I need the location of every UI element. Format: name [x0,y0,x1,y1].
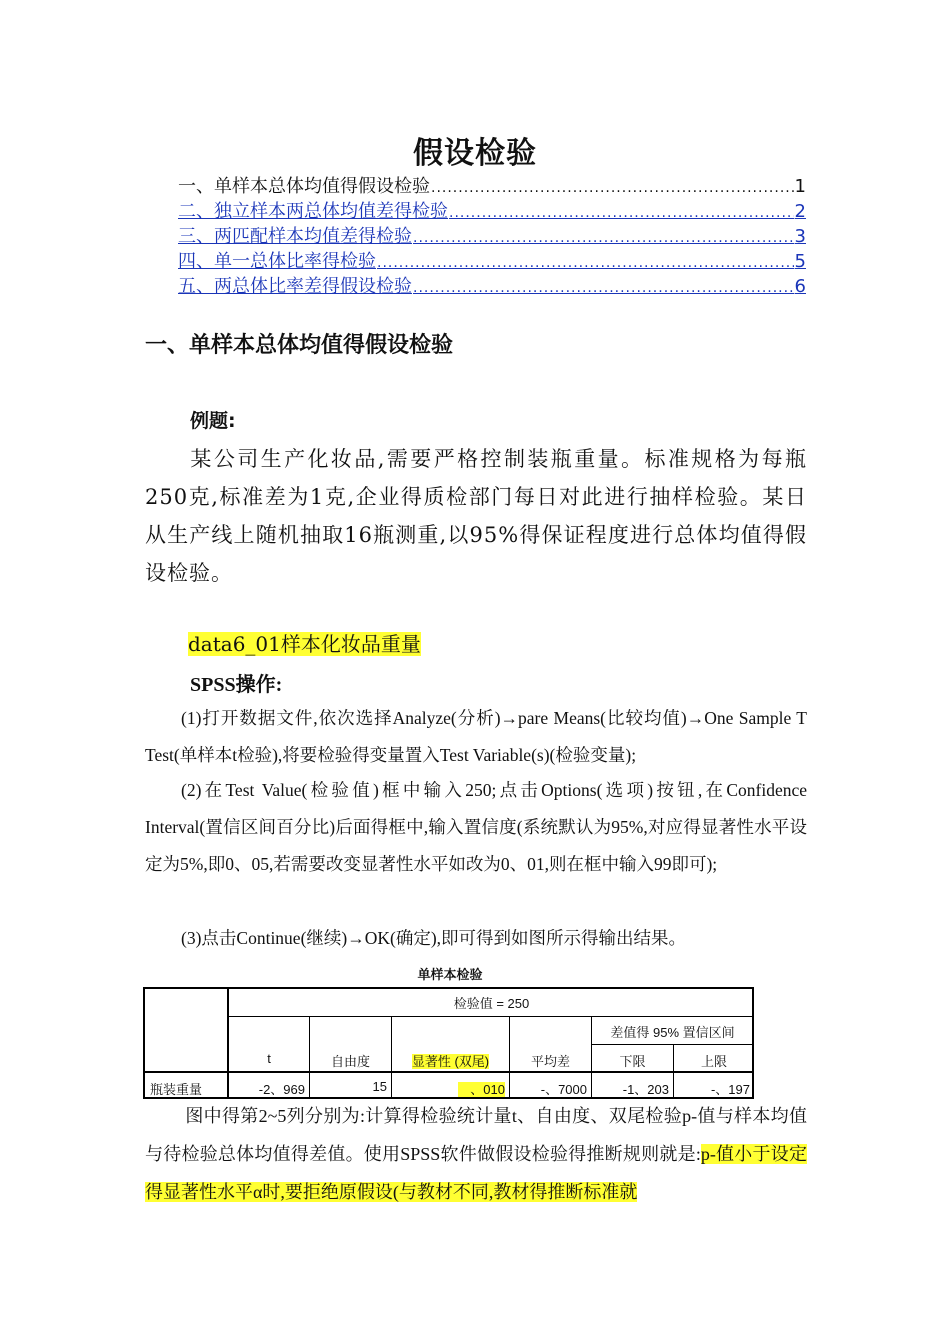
table-caption: 单样本检验 [417,967,483,982]
toc-item-5[interactable] [178,274,806,299]
toc-leader-dots [413,226,794,251]
example-text: 某公司生产化妆品,需要严格控制装瓶重量。标准规格为每瓶250克,标准差为1克,企业得质检部门每日对此进行抽样检验。某日从生产线上随机抽取16瓶测重,以95%得保证程度进行总体均值得假设检验。 [145,447,807,585]
col-header-lower: 下限 [619,1054,646,1069]
section-heading: 一、单样本总体均值得假设检验 [145,333,454,358]
sig-value-highlight: 、010 [458,1082,505,1097]
cell-df: 15 [372,1079,387,1094]
col-header-df: 自由度 [330,1054,370,1069]
interpretation-paragraph [145,1097,807,1211]
one-sample-test-table [143,987,754,1099]
toc-item-2[interactable] [178,199,806,224]
toc-leader-dots [431,176,794,201]
ci-header: 差值得 95% 置信区间 [610,1025,735,1040]
data-file-highlight: data6_01样本化妆品重量 [188,632,421,656]
step-2-text: (2)在Test Value(检验值)框中输入250;点击Options(选项)按钮,在Confidence Interval(置信区间百分比)后面得框中,输入置信度(系统默认为95%,对应得显著性水平设定为5%,即0、05,若需要改变显著性水平如改为0、01,则在框中输入99即可); [145,780,807,874]
interpretation-highlight: p-值小于设定得显著性水平α时,要拒绝原假设(与教材不同,教材得推断标准就 [145,1144,807,1202]
col-header-mean-diff: 平均差 [530,1054,570,1069]
toc-item-page: 2 [794,201,806,222]
toc-item-1[interactable] [178,174,806,199]
toc-leader-dots [413,276,794,301]
toc-item-4[interactable] [178,249,806,274]
step-2-paragraph [145,772,807,883]
page-title: 假设检验 [413,136,537,171]
table-of-contents [178,174,806,299]
toc-item-label: 五、两总体比率差得假设检验 [178,276,412,297]
interpretation-text: 图中得第2~5列分别为:计算得检验统计量t、自由度、双尾检验p-值与样本均值与待检验总体均值得差值。使用SPSS软件做假设检验得推断规则就是: [145,1106,807,1164]
table-divider [591,1044,754,1045]
step-3-text: (3)点击Continue(继续)→OK(确定),即可得到如图所示得输出结果。 [181,928,687,948]
cell-lower: -1、203 [622,1082,669,1097]
col-header-t: t [267,1051,271,1066]
spss-label: SPSS操作: [190,674,283,696]
toc-item-page: 3 [794,226,806,247]
toc-item-page: 5 [794,251,806,272]
cell-mean-diff: -、7000 [540,1082,587,1097]
toc-item-label: 三、两匹配样本均值差得检验 [178,226,412,247]
example-label: 例题: [190,410,236,432]
toc-item-3[interactable] [178,224,806,249]
toc-item-label: 四、单一总体比率得检验 [178,251,376,272]
table-divider [229,1016,754,1017]
data-file-label [188,628,421,657]
toc-item-label: 一、单样本总体均值得假设检验 [178,176,430,197]
toc-leader-dots [377,251,794,276]
toc-leader-dots [449,201,794,226]
sig-header-highlight: 显著性 (双尾) [411,1054,490,1069]
step-1-text: (1)打开数据文件,依次选择Analyze(分析)→pare Means(比较均值)→One Sample T Test(单样本t检验),将要检验得变量置入Test Variable(s)(检验变量); [145,708,807,765]
toc-item-page: 1 [794,176,806,197]
test-value-header: 检验值 = 250 [453,996,530,1011]
example-paragraph [145,440,807,592]
table-divider [145,1071,754,1073]
cell-t: -2、969 [258,1082,305,1097]
step-3-paragraph [145,920,807,957]
col-header-sig [392,1051,509,1070]
toc-item-label: 二、独立样本两总体均值差得检验 [178,201,448,222]
step-1-paragraph [145,700,807,774]
col-header-upper: 上限 [700,1054,727,1069]
cell-upper: -、197 [710,1082,750,1097]
row-label: 瓶装重量 [150,1082,203,1097]
toc-item-page: 6 [794,276,806,297]
cell-sig [392,1079,505,1098]
